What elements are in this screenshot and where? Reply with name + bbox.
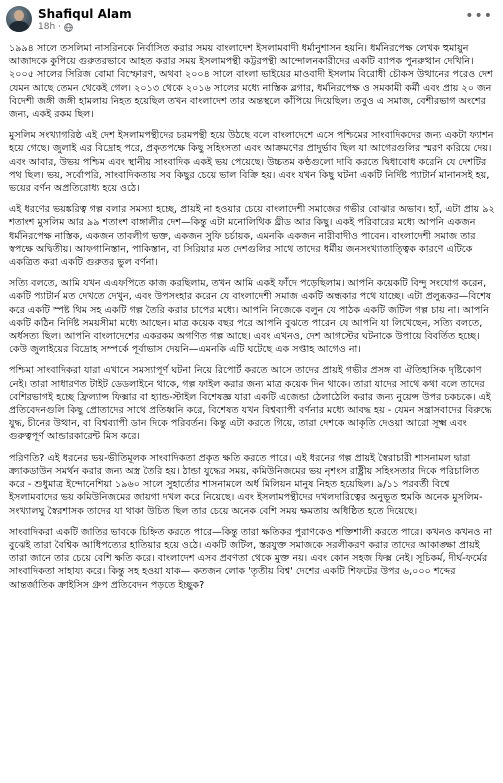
post-header (0, 0, 503, 40)
post-body (9, 42, 496, 600)
author-name[interactable]: Shafiqul Alam (38, 7, 132, 21)
post-time[interactable]: 18h (38, 22, 56, 32)
post-paragraph: ১৯৯৪ সালে তসলিমা নাসরিনকে নির্বাসিত করার সময় বাংলাদেশ ইসলামবাদী ধর্মানুশাসন হয়নি। ধর্মনিরপেক্ষ লেখক হুমায়ুন আজাদকে কুপিয়ে গুরুতরভাবে আহত করার সময় ইসলামপন্থী কট্টরপন্থী আন্দোলনকারীদের একটি ব্যাপক পুনরুত্থান দেখিনি। ২০০৫ সালের সিরিজ বোমা বিস্ফোরণ, অথবা ২০০৪ সালে বাংলা ভাইয়ের মাওবাদী ইসলাম বিরোধী চৌকস উত্থানের পরেও দেশ যেমন আছে তেমন থেকেই গেল। ২০১৩ থেকে ২০১৬ সালের মধ্যে নাস্তিক ব্লগার, ধর্মনিরপেক্ষ ও সমকামী কর্মী এবং প্রায় ২০ জন বিদেশী জঙ্গী জঙ্গী হামলায় নিহত হয়েছিল তখন বাংলাদেশ তার অন্তস্থলে কাঁপিয়ে দিয়েছিল। তবুও এ সমাজ, বেশীরভাগ অংশের জন্য, একই রকম ছিল। (9, 43, 493, 121)
post-paragraph: পশ্চিমা সাংবাদিকরা যারা এখানে সমস্যাপূর্ণ ঘটনা নিয়ে রিপোর্ট করতে আসে তাদের প্রায়ই গভীর প্রসঙ্গ বা ঐতিহাসিক দৃষ্টিকোণ নেই। তারা সাধারণত টাইট ডেডলাইনে থাকে, গল্প ফাইল করার জন্য মাত্র কয়েক দিন থাকে। তারা যাদের সাথে কথা বলে তাদের বেশিরভাগই হচ্ছে ফ্রিল্যান্স ফিক্সার বা হ্যান্ড-স্টাইল বিশেষজ্ঞ যারা একটি এজেন্ডা ঠেলাঠেলি করার জন্য নুয়েন্স উপর চকচকে। এই প্রতিবেদনগুলি কিছু প্রোতাদের সাথে প্রতিধ্বনি করে, বিশেষত যখন বিশ্বব্যাপী বর্ণনার মধ্যে আবদ্ধ হয় - যেমন সন্ত্রাসবাদের বিরুদ্ধে যুদ্ধ, চীনের উত্থান, বা বিশ্বব্যাপী ডান দিকে পরিবর্তন। কিন্তু এটা করতে গিয়ে, তারা দেশকে আকৃতি দেওয়া আরো সূক্ষ্ম এবং গুরুত্বপূর্ণ আন্ডারকারেন্ট মিস করে। (9, 365, 492, 443)
globe-icon (64, 23, 73, 32)
post-paragraph: সাংবাদিকরা একটি জাতির ভাবকে চিহ্নিত করতে পারে—কিন্তু তারা ক্ষতিকর পুরাণকেও শক্তিশালী করতে পারে। কখনও কখনও না বুঝেই তারা বৈশ্বিক আধিপত্যের হাতিয়ার হয়ে ওঠে। একটি জটিল, স্তরযুক্ত সমাজকে সরলীকরণ করার তাদের আকাঙ্ক্ষা প্রায়ই তারা জানে তার চেয়ে বেশি ক্ষতি করে। বাংলাদেশ এসব প্রবণতা থেকে মুক্ত নয়। এবং কোন সহজ ফিক্স নেই। সূচিকর্ম, দীর্ঘ-ফর্মের সাংবাদিকতা সাহায্য করে। কিন্তু সহ হওয়া যাক— কতজন লোক 'তৃতীয় বিশ্ব' দেশের একটি শিফটের উপর ৬,০০০ শব্দের আন্তর্জাতিক ক্রাইসিস গ্রুপ প্রতিবেদন পড়তে ইচ্ছুক? (9, 526, 493, 591)
avatar[interactable] (6, 6, 32, 32)
post-paragraph: এই ধরণের ভয়ঙ্করিত্ব গল্প বলার সমস্যা হচ্ছে, প্রায়ই না হওয়ার চেয়ে বাংলাদেশী সমাজের গভীর বোঝার অভাব। হ্যাঁ, এটা প্রায় ৯২ শতাংশ মুসলিম আর ৯৯ শতাংশ বাঙ্গালীর দেশ—কিন্তু এটা মনোলিথিক থ্রীড আর কিছু। একই পরিবারের মধ্যে আপনি একজন ধর্মনিরপেক্ষ নাস্তিক, একজন তাবলীগ ভক্ত, একজন সুফি চর্চায়ক, এমনকি একজন নারীবাদীও পাবেন। বাংলাদেশী সমাজ তার স্বপক্ষে অদ্বিতীয়। আফগানিস্তান, পাকিস্তান, বা সিরিয়ার মত দেশগুলির সাথে তাদের ধর্মীয় জনসংখ্যাতাত্ত্বিক কারণে এটিকে একত্রিত করা একটি গুরুতর ভুল বর্ণনা। (9, 204, 495, 269)
post-meta (38, 22, 73, 32)
post-paragraph: সত্যি বলতে, আমি যখন এএফপিতে কাজ করছিলাম, তখন আমি একই ফাঁদে পড়েছিলাম। আপনি কয়েকটি বিন্দু সংযোগ করেন, একটি প্যাটার্ন মত দেখতে দেখুন, এবং উপসংহার করেন যে বাংলাদেশী সমাজ একটি অন্ধকার পথে যাচ্ছে। এটা প্রলুব্ধকর—বিশেষ করে একটি স্পষ্ট থিম সহ একটি গল্প তৈরি করার চাপের মধ্যে। আপনি নিজেকে বলুন যে পাঠক একটি জটিল গল্প চায় না। আপনি একটি কঠিন নির্দিষ্ট সময়সীমা মধ্যে আছেন। মাত্র কয়েক বছর পরে আপনি বুঝতে পারেন যে আপনি যা লিখেছেন, সত্যি বলতে, অর্ধসত্য ছিল। আপনি বাংলাদেশের একরকম অগণিত গল্প আছে। এবং এখনও, দেশ আগস্টের ঘটনাকে উপায়ে বিবর্তিত হচ্ছে। কেউ জুলাইয়ের বিদ্রোহ সম্পর্কে পূর্বাভাস দেয়নি—এমনকি এটি ঘটেছে এক সপ্তাহ আগেও না। (9, 278, 492, 356)
more-options-icon[interactable]: ••• (465, 8, 493, 24)
post-paragraph: মুসলিম সংখ্যাগরিষ্ঠ এই দেশ ইসলামপন্থীদের চরমপন্থী হয়ে উঠছে বলে বাংলাদেশে এসে পশ্চিমের সাংবাদিকদের জন্য একটা ফ্যাশন হয়ে গেছে। জুলাই এর বিদ্রোহ পরে, প্রকৃতপক্ষে কিছু সহিংসতা এবং আক্রমণের প্রাদুর্ভাব ছিল যা আগেরগুলির স্মরণ করিয়ে দেয়। এবং আবার, উভয় পশ্চিম এবং স্থানীয় সাংবাদিক একই ভয় পেয়েছে। উচ্চতম কণ্ঠগুলো দাবি করতে দ্বিধাবোধ করেনি যে দেশটির পথ ছিল। ভয়, সর্বোপরি, সাংবাদিকতায় সব কিছুর চেয়ে ভাল বিক্রি হয়। এবং যখন কিছু ঘটনা একটি নির্দিষ্ট প্যাটার্ন মানানসই হয়, ভয়ের বর্ণন অপ্রতিরোধ্য হয়ে ওঠে। (9, 130, 494, 195)
meta-separator: · (58, 22, 62, 32)
post-paragraph: পরিণতি? এই ধরনের ভয়-ভীতিমূলক সাংবাদিকতা প্রকৃত ক্ষতি করতে পারে। এই ধরনের গল্প প্রায়ই স্বৈরাচারী শাসনামল দ্বারা ক্র্যাকডাউন সমর্থন করার জন্য অস্ত্র তৈরি হয়। ঠান্ডা যুদ্ধের সময়, কমিউনিজমের ভয় নৃশংস রাষ্ট্রীয় সহিংসতার দিকে পরিচালিত করে - শুধুমাত্র ইন্দোনেশিয়া ১৯৬০ সালে সুহার্তোর শাসনামলে অর্ধ মিলিয়ন মানুষ নিহত হয়েছিল। ৯/১১ পরবর্তী বিশ্বে ইসলামবাদের ভয় কমিউনিজমের জায়গা দখল করে নিয়েছে। এবং ইসলামপন্থীদের দখলদারিত্বের অনুভূত হুমকি অনেক মুসলিম-সংখ্যালঘু স্বৈরশাসক তাদের যা থাকা উচিত ছিল তার চেয়ে অনেক বেশি সময় ক্ষমতায় অধিষ্ঠিত হতে দিয়েছে। (9, 452, 483, 517)
